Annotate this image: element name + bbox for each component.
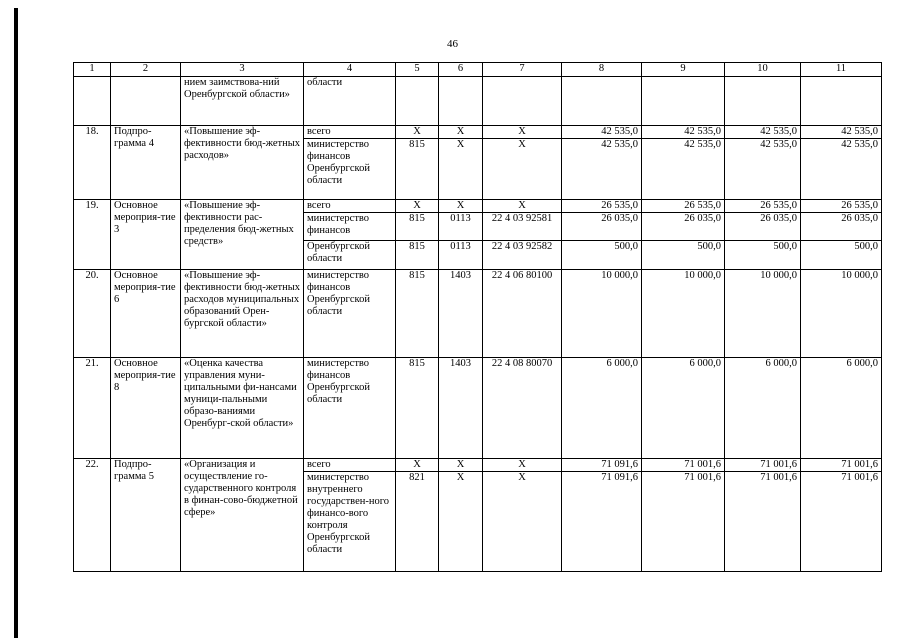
cell-value: 42 535,0 [725, 139, 801, 200]
cell-c7: X [483, 200, 562, 213]
table-row [74, 459, 882, 472]
cell [74, 77, 111, 126]
scan-edge-bar [14, 8, 18, 638]
cell-value: 26 535,0 [562, 200, 642, 213]
cell-c6: X [439, 459, 483, 472]
cell-c6: 0113 [439, 213, 483, 241]
cell-type: Подпро-грамма 4 [111, 126, 181, 200]
cell-c5: 815 [396, 241, 439, 270]
budget-table [73, 62, 882, 572]
cell [642, 77, 725, 126]
cell-c5: 815 [396, 358, 439, 459]
cell-value: 10 000,0 [562, 270, 642, 358]
cell-executor: министерство финансов Оренбургской области [304, 270, 396, 358]
col-header: 4 [304, 63, 396, 77]
cell-c7: X [483, 139, 562, 200]
cell-name: «Повышение эф-фективности бюд-жетных расходов муниципальных образований Орен-бургской области» [181, 270, 304, 358]
cell-name: «Повышение эф-фективности бюд-жетных расходов» [181, 126, 304, 200]
page-number: 46 [447, 38, 458, 50]
cell [725, 77, 801, 126]
cell-c7: X [483, 472, 562, 572]
cell-c5: X [396, 459, 439, 472]
col-header: 6 [439, 63, 483, 77]
cell-value: 71 091,6 [562, 459, 642, 472]
table-row [74, 358, 882, 459]
cell-value: 71 001,6 [642, 459, 725, 472]
cell-value: 71 001,6 [725, 472, 801, 572]
cell [562, 77, 642, 126]
cell-value: 26 535,0 [725, 200, 801, 213]
cell-name: «Организация и осуществление го-сударственного контроля в финан-сово-бюджетной сфере» [181, 459, 304, 572]
cell-executor: всего [304, 126, 396, 139]
col-header: 11 [801, 63, 882, 77]
cell-value: 42 535,0 [725, 126, 801, 139]
cell-executor: всего [304, 459, 396, 472]
table-row [74, 200, 882, 213]
cell-value: 500,0 [562, 241, 642, 270]
cell [439, 77, 483, 126]
cell-executor: Оренбургской области [304, 241, 396, 270]
cell-value: 26 035,0 [642, 213, 725, 241]
cell-name: нием заимствова-ний Оренбургской области» [181, 77, 304, 126]
cell [396, 77, 439, 126]
cell-value: 6 000,0 [642, 358, 725, 459]
cell-value: 42 535,0 [642, 139, 725, 200]
header-row [74, 63, 882, 77]
cell-executor: министерство финансов Оренбургской области [304, 139, 396, 200]
table-row [74, 77, 882, 126]
cell-num: 18. [74, 126, 111, 200]
cell-value: 71 091,6 [562, 472, 642, 572]
cell [111, 77, 181, 126]
cell-value: 10 000,0 [801, 270, 882, 358]
cell-value: 10 000,0 [725, 270, 801, 358]
col-header: 1 [74, 63, 111, 77]
col-header: 5 [396, 63, 439, 77]
cell-executor: министерство финансов Оренбургской области [304, 358, 396, 459]
cell-c7: 22 4 03 92582 [483, 241, 562, 270]
cell-c6: X [439, 139, 483, 200]
cell-name: «Повышение эф-фективности рас-пределения бюд-жетных средств» [181, 200, 304, 270]
cell-value: 26 035,0 [801, 213, 882, 241]
cell-c5: 815 [396, 139, 439, 200]
cell-executor: министерство внутреннего государствен-ного финансо-вого контроля Оренбургской области [304, 472, 396, 572]
cell-c7: 22 4 08 80070 [483, 358, 562, 459]
cell-c6: X [439, 126, 483, 139]
col-header: 2 [111, 63, 181, 77]
cell-num: 19. [74, 200, 111, 270]
cell-c7: X [483, 126, 562, 139]
col-header: 9 [642, 63, 725, 77]
cell-type: Основное мероприя-тие 8 [111, 358, 181, 459]
cell-c6: 0113 [439, 241, 483, 270]
cell [801, 77, 882, 126]
cell-value: 500,0 [725, 241, 801, 270]
cell-value: 6 000,0 [562, 358, 642, 459]
cell-c6: 1403 [439, 358, 483, 459]
cell-value: 6 000,0 [725, 358, 801, 459]
table-row [74, 270, 882, 358]
cell-value: 42 535,0 [801, 126, 882, 139]
col-header: 7 [483, 63, 562, 77]
cell-value: 26 035,0 [562, 213, 642, 241]
cell-c7: 22 4 06 80100 [483, 270, 562, 358]
cell-value: 71 001,6 [801, 459, 882, 472]
cell-num: 22. [74, 459, 111, 572]
cell-value: 26 035,0 [725, 213, 801, 241]
cell-c5: 821 [396, 472, 439, 572]
cell-c5: 815 [396, 270, 439, 358]
cell-executor: области [304, 77, 396, 126]
cell-executor: всего [304, 200, 396, 213]
cell-value: 26 535,0 [801, 200, 882, 213]
cell [483, 77, 562, 126]
cell-c6: 1403 [439, 270, 483, 358]
cell-c5: X [396, 126, 439, 139]
cell-value: 500,0 [801, 241, 882, 270]
cell-c6: X [439, 200, 483, 213]
table-row [74, 126, 882, 139]
cell-type: Подпро-грамма 5 [111, 459, 181, 572]
cell-c7: X [483, 459, 562, 472]
cell-value: 42 535,0 [562, 139, 642, 200]
cell-num: 20. [74, 270, 111, 358]
col-header: 3 [181, 63, 304, 77]
col-header: 8 [562, 63, 642, 77]
cell-value: 10 000,0 [642, 270, 725, 358]
cell-type: Основное мероприя-тие 3 [111, 200, 181, 270]
cell-value: 42 535,0 [801, 139, 882, 200]
cell-value: 6 000,0 [801, 358, 882, 459]
cell-executor: министерство финансов [304, 213, 396, 241]
cell-value: 71 001,6 [642, 472, 725, 572]
cell-value: 42 535,0 [562, 126, 642, 139]
col-header: 10 [725, 63, 801, 77]
cell-c5: 815 [396, 213, 439, 241]
cell-value: 42 535,0 [642, 126, 725, 139]
cell-value: 71 001,6 [725, 459, 801, 472]
cell-c5: X [396, 200, 439, 213]
cell-c7: 22 4 03 92581 [483, 213, 562, 241]
cell-name: «Оценка качества управления муни-ципальными фи-нансами муници-пальными образо-ваниями Оренбург-ской области» [181, 358, 304, 459]
cell-num: 21. [74, 358, 111, 459]
cell-type: Основное мероприя-тие 6 [111, 270, 181, 358]
cell-c6: X [439, 472, 483, 572]
cell-value: 500,0 [642, 241, 725, 270]
cell-value: 71 001,6 [801, 472, 882, 572]
cell-value: 26 535,0 [642, 200, 725, 213]
